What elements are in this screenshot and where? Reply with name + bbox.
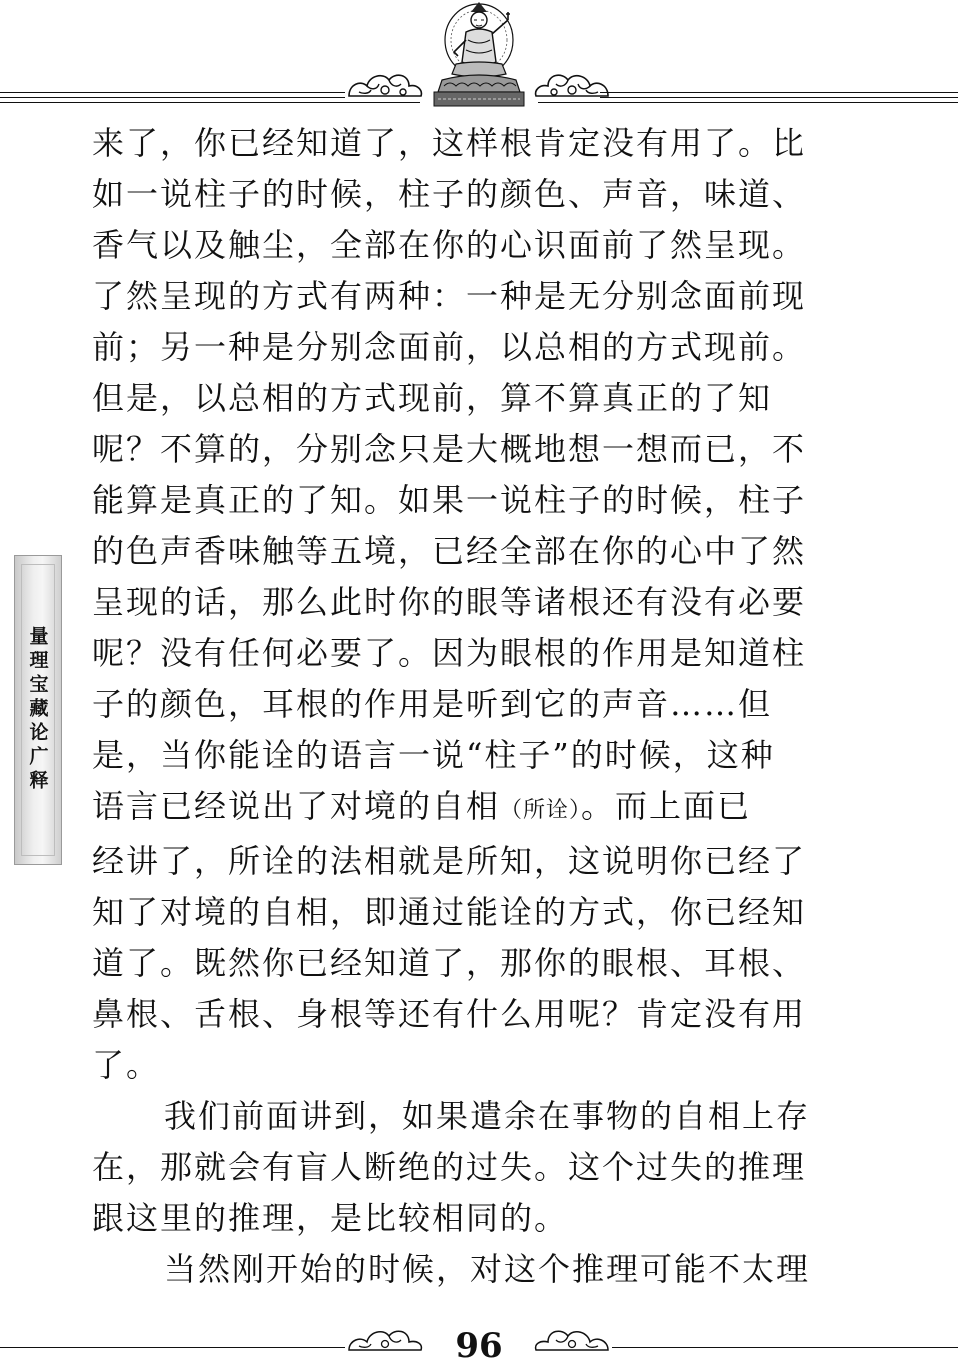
paragraph-start-line: 我们前面讲到，如果遣余在事物的自相上存 — [164, 1097, 811, 1135]
cloud-scroll-icon — [345, 66, 425, 102]
deity-figure-icon — [428, 0, 530, 108]
text-line: 了。 — [92, 1046, 161, 1084]
body-text — [92, 118, 862, 1295]
text-line: 来了，你已经知道了，这样根肯定没有用了。比 — [92, 124, 807, 162]
text-line: 在，那就会有盲人断绝的过失。这个过失的推理 — [92, 1148, 807, 1186]
text-line: 前；另一种是分别念面前，以总相的方式现前。 — [92, 328, 807, 366]
footer-rule-left — [0, 1347, 345, 1348]
side-tab — [14, 555, 62, 865]
text-line: 鼻根、舌根、身根等还有什么用呢？肯定没有用 — [92, 995, 807, 1033]
text-line: 子的颜色，耳根的作用是听到它的声音……但 — [92, 685, 773, 723]
text-line: 了然呈现的方式有两种：一种是无分别念面前现 — [92, 277, 807, 315]
text-line: 能算是真正的了知。如果一说柱子的时候，柱子 — [92, 481, 807, 519]
text-line: 呈现的话，那么此时你的眼等诸根还有没有必要 — [92, 583, 807, 621]
cloud-scroll-icon — [532, 66, 612, 102]
text-segment: 。而上面已 — [581, 787, 752, 825]
cloud-scroll-icon — [345, 1324, 425, 1354]
text-line — [92, 781, 862, 836]
text-line: 的色声香味触等五境，已经全部在你的心中了然 — [92, 532, 807, 570]
header-rule-left-2 — [0, 97, 345, 98]
cloud-scroll-icon — [532, 1324, 612, 1354]
text-line: 知了对境的自相，即通过能诠的方式，你已经知 — [92, 893, 807, 931]
text-segment: 语言已经说出了对境的自相 — [92, 787, 501, 825]
header-rule-left-1 — [0, 92, 345, 93]
page-number: 96 — [440, 1326, 518, 1366]
text-line: 呢？没有任何必要了。因为眼根的作用是知道柱 — [92, 634, 807, 672]
header-rule-right-2 — [600, 97, 958, 98]
text-line: 经讲了，所诠的法相就是所知，这说明你已经了 — [92, 842, 807, 880]
text-line: 跟这里的推理，是比较相同的。 — [92, 1199, 569, 1237]
text-line: 道了。既然你已经知道了，那你的眼根、耳根、 — [92, 944, 807, 982]
text-line: 但是，以总相的方式现前，算不算真正的了知 — [92, 379, 773, 417]
annotation-text: （所诠） — [500, 798, 582, 823]
header-rule-right-1 — [600, 92, 958, 93]
text-line: 是，当你能诠的语言一说“柱子”的时候，这种 — [92, 736, 775, 774]
paragraph-start-line: 当然刚开始的时候，对这个推理可能不太理 — [164, 1250, 811, 1288]
text-line: 如一说柱子的时候，柱子的颜色、声音，味道、 — [92, 175, 807, 213]
side-tab-frame — [21, 564, 55, 856]
text-line: 香气以及触尘，全部在你的心识面前了然呈现。 — [92, 226, 807, 264]
header-rule-right-3 — [538, 102, 958, 103]
footer-rule-right — [612, 1347, 958, 1348]
book-title: 量理宝藏论广释 — [26, 626, 49, 794]
header-rule-left-3 — [0, 102, 420, 103]
text-line: 呢？不算的，分别念只是大概地想一想而已，不 — [92, 430, 807, 468]
